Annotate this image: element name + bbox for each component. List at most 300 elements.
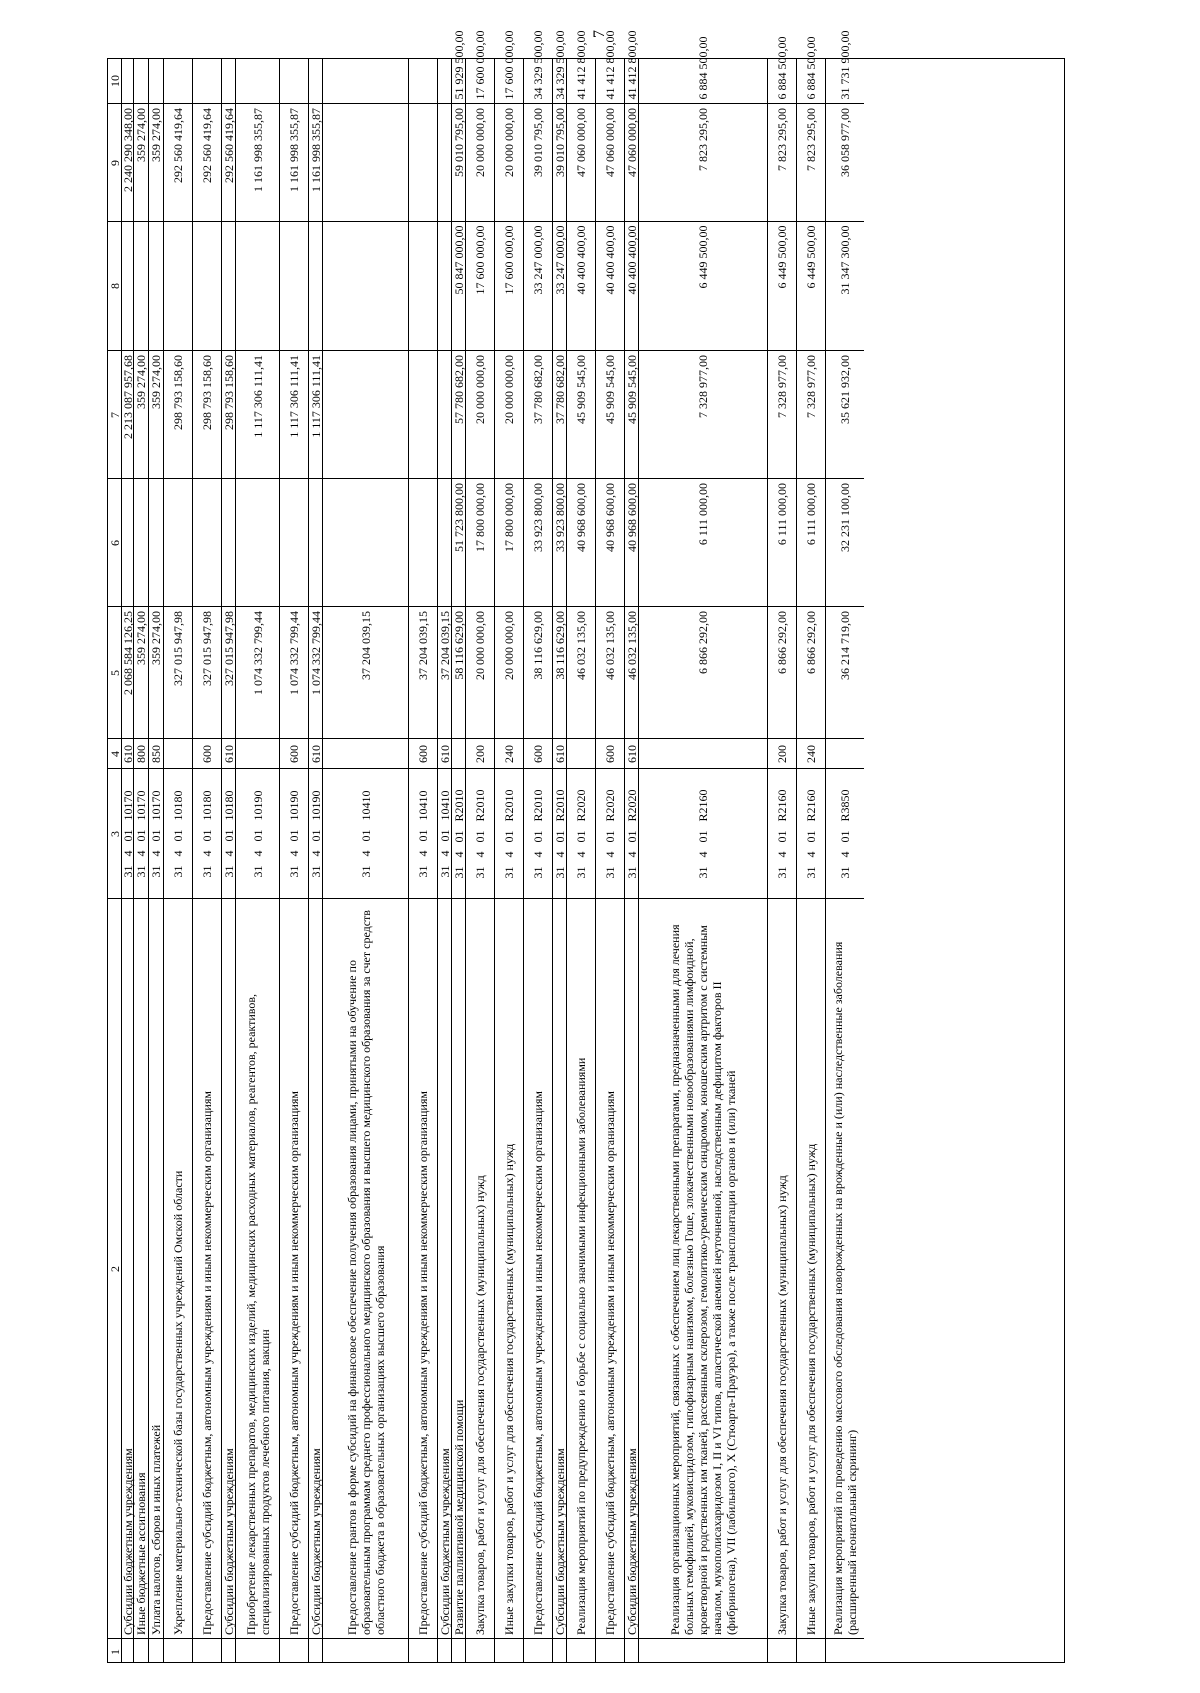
cell-value: 327 015 947,98 (171, 610, 185, 686)
cell-value: 6 449 500,00 (775, 225, 789, 289)
table-cell (323, 739, 408, 769)
cell-value: 31 4 01 R3850 (838, 788, 852, 879)
table-cell (797, 899, 825, 1639)
table-cell (495, 607, 523, 739)
table-cell (452, 104, 465, 222)
table-cell (553, 222, 566, 351)
cell-value: 32 231 100,00 (838, 482, 852, 552)
cell-value: 31 4 01 R2160 (804, 788, 818, 879)
table-cell (409, 479, 437, 607)
cell-value: 40 400 400,00 (574, 225, 588, 295)
row-label: Субсидии бюджетным учреждениям (221, 1447, 236, 1635)
table-row (236, 59, 280, 1662)
table-cell (236, 351, 279, 479)
row-label: Предоставление субсидий бюджетным, автономным учреждениям и иным некоммерческим организациям (200, 1090, 214, 1635)
table-cell (797, 36, 825, 104)
table-cell (639, 899, 767, 1639)
table-cell (134, 769, 148, 899)
table-cell (768, 1639, 796, 1664)
table-cell (466, 769, 494, 899)
cell-value: 46 032 135,00 (603, 610, 617, 680)
cell-value: 6 884 500,00 (775, 36, 789, 100)
cell-value: 7 823 295,00 (804, 107, 818, 171)
cell-value: 51 929 500,00 (451, 30, 466, 100)
table-cell (639, 222, 767, 351)
cell-value: 292 560 419,64 (221, 107, 236, 183)
table-cell (466, 351, 494, 479)
table-cell (596, 899, 624, 1639)
table-cell (323, 351, 408, 479)
table-cell (438, 222, 451, 351)
table-cell (466, 479, 494, 607)
table-cell (639, 351, 767, 479)
cell-value: 20 000 000,00 (473, 610, 487, 680)
row-label: Закупка товаров, работ и услуг для обеспечения государственных (муниципальных) нужд (775, 1174, 789, 1635)
table-cell (553, 769, 566, 899)
table-cell (596, 769, 624, 899)
table-cell (438, 739, 451, 769)
table-cell (596, 104, 624, 222)
table-cell (134, 59, 148, 104)
column-header: 9 (107, 159, 122, 166)
cell-value: 359 274,00 (134, 107, 148, 162)
table-row (164, 59, 193, 1662)
table-row (826, 30, 864, 1662)
table-cell (826, 607, 864, 739)
table-cell (451, 30, 466, 104)
table-cell (164, 479, 192, 607)
table-row (624, 30, 639, 1662)
table-cell (826, 1639, 864, 1664)
table-cell (495, 30, 523, 104)
table-cell (826, 899, 864, 1639)
table-cell (222, 1639, 235, 1664)
table-cell (122, 607, 133, 739)
column-header: 6 (107, 539, 122, 546)
table-cell (309, 899, 322, 1639)
table-cell (323, 899, 408, 1639)
row-label: Субсидии бюджетным учреждениям (437, 1447, 452, 1635)
table-cell (625, 351, 638, 479)
table-cell (122, 351, 133, 479)
table-cell (164, 351, 192, 479)
table-cell (826, 351, 864, 479)
cell-value: 17 600 000,00 (502, 225, 516, 295)
table-cell (222, 222, 235, 351)
column-header: 5 (107, 669, 122, 676)
table-cell (134, 899, 148, 1639)
cell-value: 20 000 000,00 (473, 354, 487, 424)
table-cell (236, 607, 279, 739)
table-cell (409, 104, 437, 222)
table-cell (323, 59, 408, 104)
table-cell (122, 104, 133, 222)
column-header: 2 (107, 1265, 122, 1272)
cell-value: 6 449 500,00 (804, 225, 818, 289)
cell-value: 20 000 000,00 (502, 354, 516, 424)
table-cell (524, 30, 552, 104)
table-cell (122, 769, 133, 899)
cell-value: 33 247 000,00 (531, 225, 545, 295)
table-row (639, 36, 768, 1662)
table-row (309, 59, 323, 1662)
cell-value: 1 161 998 355,87 (250, 107, 265, 192)
table-cell (768, 607, 796, 739)
table-cell (596, 30, 624, 104)
table-cell (438, 104, 451, 222)
table-cell (625, 104, 638, 222)
table-cell (164, 769, 192, 899)
table-cell (567, 30, 595, 104)
cell-value: 37 204 039,15 (437, 610, 452, 680)
row-label: Закупка товаров, работ и услуг для обеспечения государственных (муниципальных) нужд (473, 1174, 487, 1635)
table-cell (826, 104, 864, 222)
cell-value: 6 449 500,00 (696, 225, 710, 289)
table-cell (164, 222, 192, 351)
table-cell (323, 769, 408, 899)
cell-value: 610 (552, 744, 567, 763)
table-cell (222, 739, 235, 769)
cell-value: 31 731 900,00 (838, 30, 852, 100)
table-cell (193, 899, 221, 1639)
cell-value: 31 4 01 R2020 (603, 788, 617, 879)
row-label: Реализация организационных мероприятий, связанных с обеспечением лиц лекарственными препаратами, предназначенными для лечения больных гемофилией, муковисцидозом, гипофизарным нанизмом, болезнью Гоше, злокачественными новообразованиями лимфоидной, кроветворной и родственных им тканей, рассеянным склерозом, гемолитико-уремическим синдромом, юношеским артритом с системным началом, мукополисахаридозом I, II и VI типов, апластической анемией неуточненной, наследственным дефицитом факторов II (фибриногена), VII (лабильного), X (Стюарта-Прауэра), а также после трансплантации органов и (или) тканей (668, 923, 738, 1635)
cell-value: 33 923 800,00 (531, 482, 545, 552)
table-cell (149, 222, 163, 351)
cell-value: 6 111 000,00 (775, 482, 789, 545)
table-cell (108, 739, 121, 769)
cell-value: 6 884 500,00 (696, 36, 710, 100)
table-cell (553, 104, 566, 222)
cell-value: 31 4 01 10170 (120, 790, 135, 877)
table-cell (495, 1639, 523, 1664)
table-cell (553, 739, 566, 769)
cell-value: 610 (624, 744, 639, 763)
table-cell (596, 607, 624, 739)
column-header: 8 (107, 283, 122, 289)
table-cell (826, 769, 864, 899)
table-cell (797, 351, 825, 479)
cell-value: 359 274,00 (149, 354, 163, 409)
table-cell (596, 1639, 624, 1664)
table-cell (134, 351, 148, 479)
table-cell (193, 222, 221, 351)
column-header: 10 (107, 75, 122, 87)
table-cell (553, 607, 566, 739)
table-cell (768, 104, 796, 222)
table-cell (323, 479, 408, 607)
table-cell (323, 1639, 408, 1664)
row-label: Предоставление субсидий бюджетным, автономным учреждениям и иным некоммерческим организациям (287, 1090, 301, 1635)
table-cell (309, 739, 322, 769)
table-cell (108, 479, 121, 607)
cell-value: 7 328 977,00 (775, 354, 789, 418)
cell-value: 36 058 977,00 (838, 107, 852, 177)
table-cell (236, 59, 279, 104)
cell-value: 1 117 306 111,41 (308, 354, 323, 438)
table-cell (409, 59, 437, 104)
table-cell (134, 1639, 148, 1664)
table-cell (495, 739, 523, 769)
cell-value: 1 161 998 355,87 (287, 107, 301, 192)
table-cell (826, 479, 864, 607)
cell-value: 298 793 158,60 (221, 354, 236, 430)
cell-value: 610 (221, 744, 236, 763)
table-row (323, 59, 409, 1662)
table-cell (409, 351, 437, 479)
table-cell (624, 30, 639, 104)
table-cell (108, 351, 121, 479)
table-cell (164, 899, 192, 1639)
cell-value: 610 (120, 744, 135, 763)
cell-value: 39 010 795,00 (531, 107, 545, 177)
cell-value: 610 (308, 744, 323, 763)
table-cell (452, 479, 465, 607)
table-cell (639, 769, 767, 899)
table-cell (826, 222, 864, 351)
cell-value: 50 847 000,00 (451, 225, 466, 295)
table-cell (438, 351, 451, 479)
table-cell (164, 739, 192, 769)
table-cell (134, 607, 148, 739)
table-cell (466, 739, 494, 769)
cell-value: 2 068 584 126,25 (120, 610, 135, 695)
row-label: Субсидии бюджетным учреждениям (552, 1447, 567, 1635)
cell-value: 20 000 000,00 (502, 107, 516, 177)
cell-value: 40 968 600,00 (574, 482, 588, 552)
table-cell (222, 769, 235, 899)
table-cell (567, 222, 595, 351)
cell-value: 46 032 135,00 (624, 610, 639, 680)
cell-value: 34 329 500,00 (552, 30, 567, 100)
table-cell (639, 479, 767, 607)
cell-value: 1 161 998 355,87 (308, 107, 323, 192)
table-row (122, 59, 134, 1662)
table-cell (438, 1639, 451, 1664)
table-cell (567, 899, 595, 1639)
table-cell (495, 479, 523, 607)
table-cell (552, 30, 567, 104)
table-cell (567, 104, 595, 222)
row-label: Предоставление субсидий бюджетным, автономным учреждениям и иным некоммерческим организациям (416, 1090, 430, 1635)
cell-value: 45 909 545,00 (603, 354, 617, 424)
cell-value: 298 793 158,60 (171, 354, 185, 430)
row-label: Субсидии бюджетным учреждениям (120, 1447, 135, 1635)
table-cell (236, 1639, 279, 1664)
cell-value: 31 4 01 R2020 (624, 788, 639, 879)
row-label: Иные закупки товаров, работ и услуг для обеспечения государственных (муниципальных) нужд (804, 1143, 818, 1635)
cell-value: 6 866 292,00 (804, 610, 818, 674)
cell-value: 6 111 000,00 (696, 482, 710, 545)
table-cell (797, 1639, 825, 1664)
cell-value: 17 800 000,00 (502, 482, 516, 552)
cell-value: 31 4 01 R2160 (696, 788, 710, 879)
cell-value: 38 116 629,00 (531, 610, 545, 680)
cell-value: 7 328 977,00 (804, 354, 818, 418)
row-label: Уплата налогов, сборов и иных платежей (149, 1424, 163, 1635)
row-label: Субсидии бюджетным учреждениям (624, 1447, 639, 1635)
cell-value: 59 010 795,00 (451, 107, 466, 177)
column-header: 4 (107, 750, 122, 757)
cell-value: 298 793 158,60 (200, 354, 214, 430)
cell-value: 45 909 545,00 (624, 354, 639, 424)
cell-value: 240 (804, 744, 818, 763)
cell-value: 33 247 000,00 (552, 225, 567, 295)
cell-value: 37 780 682,00 (531, 354, 545, 424)
table-cell (452, 739, 465, 769)
table-cell (524, 104, 552, 222)
table-cell (108, 769, 121, 899)
table-row (567, 30, 596, 1662)
table-cell (495, 351, 523, 479)
table-cell (466, 607, 494, 739)
table-cell (567, 479, 595, 607)
cell-value: 17 600 000,00 (473, 225, 487, 295)
table-cell (797, 607, 825, 739)
table-cell (567, 607, 595, 739)
cell-value: 20 000 000,00 (502, 610, 516, 680)
cell-value: 359 274,00 (134, 610, 148, 665)
cell-value: 200 (775, 744, 789, 763)
table-row (409, 59, 438, 1662)
table-cell (164, 607, 192, 739)
table-cell (625, 739, 638, 769)
table-cell (639, 1639, 767, 1664)
table-cell (193, 104, 221, 222)
table-cell (553, 479, 566, 607)
table-row (149, 59, 164, 1662)
table-cell (280, 739, 308, 769)
table-cell (309, 769, 322, 899)
cell-value: 17 600 000,00 (473, 30, 487, 100)
cell-value: 39 010 795,00 (552, 107, 567, 177)
table-cell (409, 769, 437, 899)
cell-value: 240 (502, 744, 516, 763)
cell-value: 2 213 087 957,68 (120, 354, 135, 439)
table-cell (625, 899, 638, 1639)
table-cell (438, 899, 451, 1639)
table-cell (452, 351, 465, 479)
table-cell (222, 351, 235, 479)
table-cell (567, 351, 595, 479)
table-cell (466, 30, 494, 104)
table-cell (495, 222, 523, 351)
table-cell (438, 769, 451, 899)
row-label: Укрепление материально-технической базы государственных учреждений Омской области (171, 1170, 185, 1635)
cell-value: 359 274,00 (149, 610, 163, 665)
cell-value: 200 (473, 744, 487, 763)
table-cell (149, 607, 163, 739)
table-cell (639, 36, 767, 104)
cell-value: 31 4 01 10410 (358, 790, 373, 877)
table-cell (236, 222, 279, 351)
table-cell (108, 104, 121, 222)
cell-value: 31 4 01 10190 (308, 790, 323, 877)
page-number: 7 (591, 30, 608, 38)
table-cell (309, 607, 322, 739)
table-cell (768, 351, 796, 479)
cell-value: 1 074 332 799,44 (287, 610, 301, 695)
table-cell (524, 222, 552, 351)
row-label: Приобретение лекарственных препаратов, медицинских изделий, медицинских расходных материалов, реагентов, реактивов, специализированных продуктов лечебного питания, вакцин (243, 993, 272, 1635)
table-row (466, 30, 495, 1662)
cell-value: 35 621 932,00 (838, 354, 852, 424)
cell-value: 47 060 000,00 (574, 107, 588, 177)
table-row (596, 30, 625, 1662)
cell-value: 17 600 000,00 (502, 30, 516, 100)
cell-value: 31 4 01 R2010 (531, 788, 545, 879)
table-cell (280, 351, 308, 479)
row-label: Реализация мероприятий по проведению массового обследования новорожденных на врожденные и (или) наследственные заболевания (расширенный неонатальный скрининг) (831, 941, 859, 1635)
cell-value: 600 (416, 744, 430, 763)
table-cell (409, 222, 437, 351)
table-cell (768, 899, 796, 1639)
cell-value: 31 4 01 10190 (250, 790, 265, 877)
table-cell (222, 899, 235, 1639)
cell-value: 7 328 977,00 (696, 354, 710, 418)
row-label: Предоставление субсидий бюджетным, автономным учреждениям и иным некоммерческим организациям (531, 1090, 545, 1635)
table-cell (222, 479, 235, 607)
table-cell (625, 607, 638, 739)
table-cell (524, 739, 552, 769)
table-cell (438, 479, 451, 607)
cell-value: 31 4 01 10170 (149, 790, 163, 877)
table-cell (768, 222, 796, 351)
table-cell (409, 607, 437, 739)
cell-value: 31 4 01 10410 (416, 790, 430, 877)
cell-value: 31 4 01 R2160 (775, 788, 789, 879)
table-cell (309, 59, 322, 104)
table-cell (193, 59, 221, 104)
table-cell (452, 1639, 465, 1664)
table-cell (193, 1639, 221, 1664)
table-cell (466, 1639, 494, 1664)
cell-value: 327 015 947,98 (221, 610, 236, 686)
table-cell (625, 769, 638, 899)
table-cell (280, 104, 308, 222)
row-label: Предоставление грантов в форме субсидий на финансовое обеспечение получения образования лицами, принятыми на обучение по образовательным программам среднего профессионального медицинского образования и высшего медицинского образования за счет средств областного бюджета в образовательных организациях высшего образования (344, 909, 387, 1635)
table-row (552, 30, 567, 1662)
table-cell (409, 899, 437, 1639)
table-cell (122, 59, 133, 104)
table-row (222, 59, 236, 1662)
cell-value: 31 4 01 R2010 (473, 788, 487, 879)
table-cell (134, 222, 148, 351)
cell-value: 7 823 295,00 (775, 107, 789, 171)
table-cell (164, 104, 192, 222)
table-cell (466, 104, 494, 222)
table-cell (134, 739, 148, 769)
cell-value: 47 060 000,00 (624, 107, 639, 177)
table-cell (567, 739, 595, 769)
cell-value: 6 111 000,00 (804, 482, 818, 545)
table-cell (409, 1639, 437, 1664)
cell-value: 2 240 290 348,00 (120, 107, 135, 192)
table-cell (826, 30, 864, 104)
row-label: Иные бюджетные ассигнования (134, 1472, 148, 1635)
table-cell (596, 479, 624, 607)
table-cell (236, 769, 279, 899)
table-cell (768, 769, 796, 899)
table-cell (309, 479, 322, 607)
table-cell (797, 104, 825, 222)
table-cell (826, 739, 864, 769)
table-cell (193, 351, 221, 479)
table-row (797, 36, 826, 1662)
table-cell (625, 222, 638, 351)
table-cell (625, 1639, 638, 1664)
cell-value: 40 968 600,00 (603, 482, 617, 552)
